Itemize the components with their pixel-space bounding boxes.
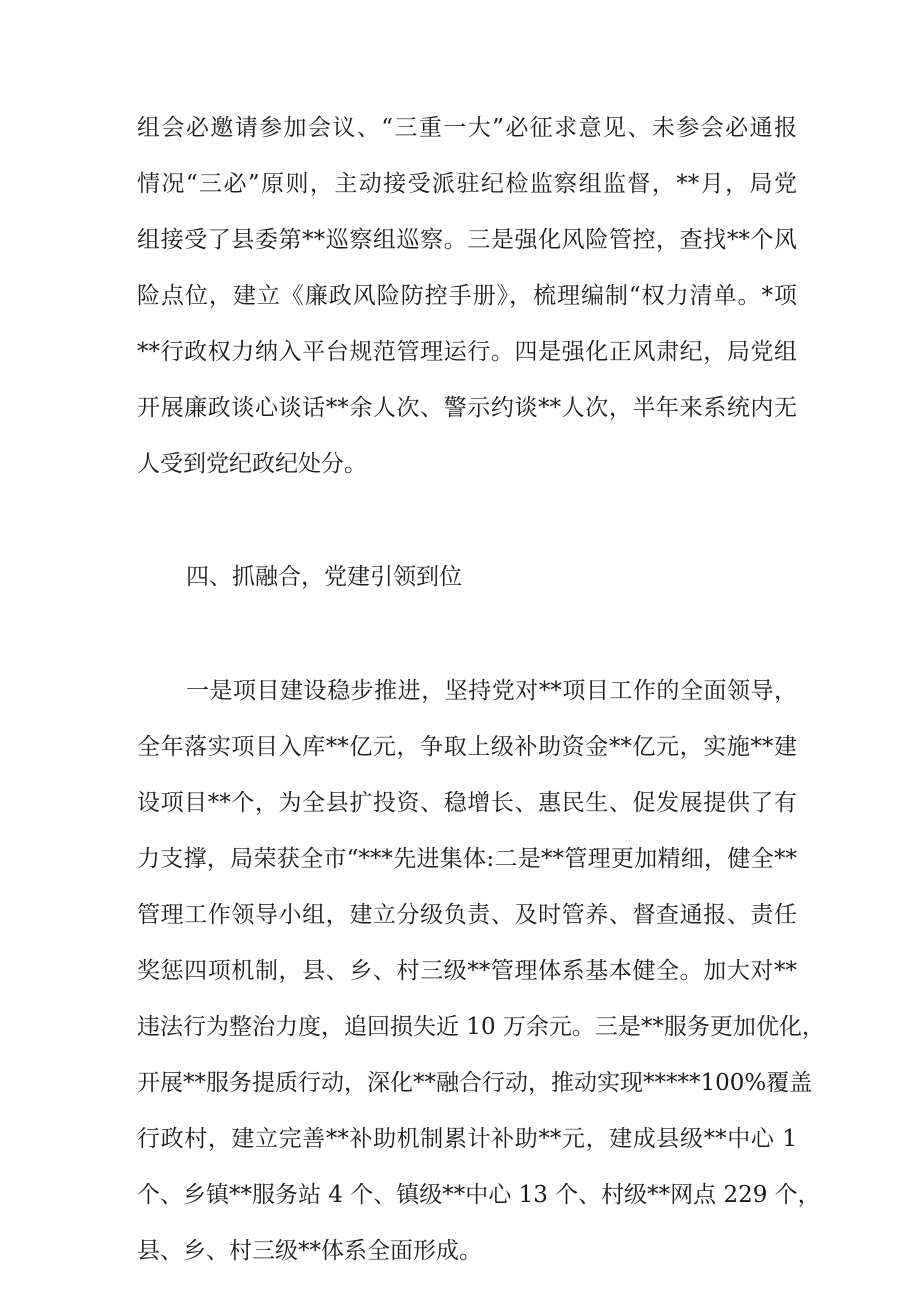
paragraph-1-line-5: **行政权力纳入平台规范管理运行。四是强化正风肃纪，局党组 [137,339,797,365]
paragraph-2-line-7: 违法行为整治力度，追回损失近 10 万余元。三是**服务更加优化， [137,1014,825,1040]
paragraph-2-line-1: 一是项目建设稳步推进，坚持党对**项目工作的全面领导， [186,678,797,704]
paragraph-1-line-3: 组接受了县委第**巡察组巡察。三是强化风险管控，查找**个风 [137,227,797,253]
paragraph-1-line-4: 险点位，建立《廉政风险防控手册》，梳理编制“权力清单。*项 [137,283,797,309]
paragraph-2-line-6: 奖惩四项机制，县、乡、村三级**管理体系基本健全。加大对** [137,958,797,984]
paragraph-2-line-11: 县、乡、村三级**体系全面形成。 [137,1238,482,1264]
paragraph-2-line-4: 力支撑，局荣获全市“***先进集体:二是**管理更加精细，健全** [137,846,797,872]
paragraph-2-line-8: 开展**服务提质行动，深化**融合行动，推动实现*****100%覆盖 [137,1070,813,1096]
paragraph-2-line-3: 设项目**个，为全县扩投资、稳增长、惠民生、促发展提供了有 [137,790,797,816]
paragraph-2-line-2: 全年落实项目入库**亿元，争取上级补助资金**亿元，实施**建 [137,734,797,760]
paragraph-2-line-10: 个、乡镇**服务站 4 个、镇级**中心 13 个、村级**网点 229 个， [137,1182,821,1208]
section-heading: 四、抓融合，党建引领到位 [186,564,462,590]
paragraph-2-line-5: 管理工作领导小组，建立分级负责、及时管养、督查通报、责任 [137,902,797,928]
paragraph-1-line-7: 人受到党纪政纪处分。 [137,451,367,477]
paragraph-2-line-9: 行政村，建立完善**补助机制累计补助**元，建成县级**中心 1 [137,1126,797,1152]
paragraph-1-line-2: 情况“三必”原则，主动接受派驻纪检监察组监督，**月，局党 [137,171,797,197]
paragraph-1-line-1: 组会必邀请参加会议、“三重一大”必征求意见、未参会必通报 [137,115,797,141]
paragraph-1-line-6: 开展廉政谈心谈话**余人次、警示约谈**人次，半年来系统内无 [137,395,797,421]
